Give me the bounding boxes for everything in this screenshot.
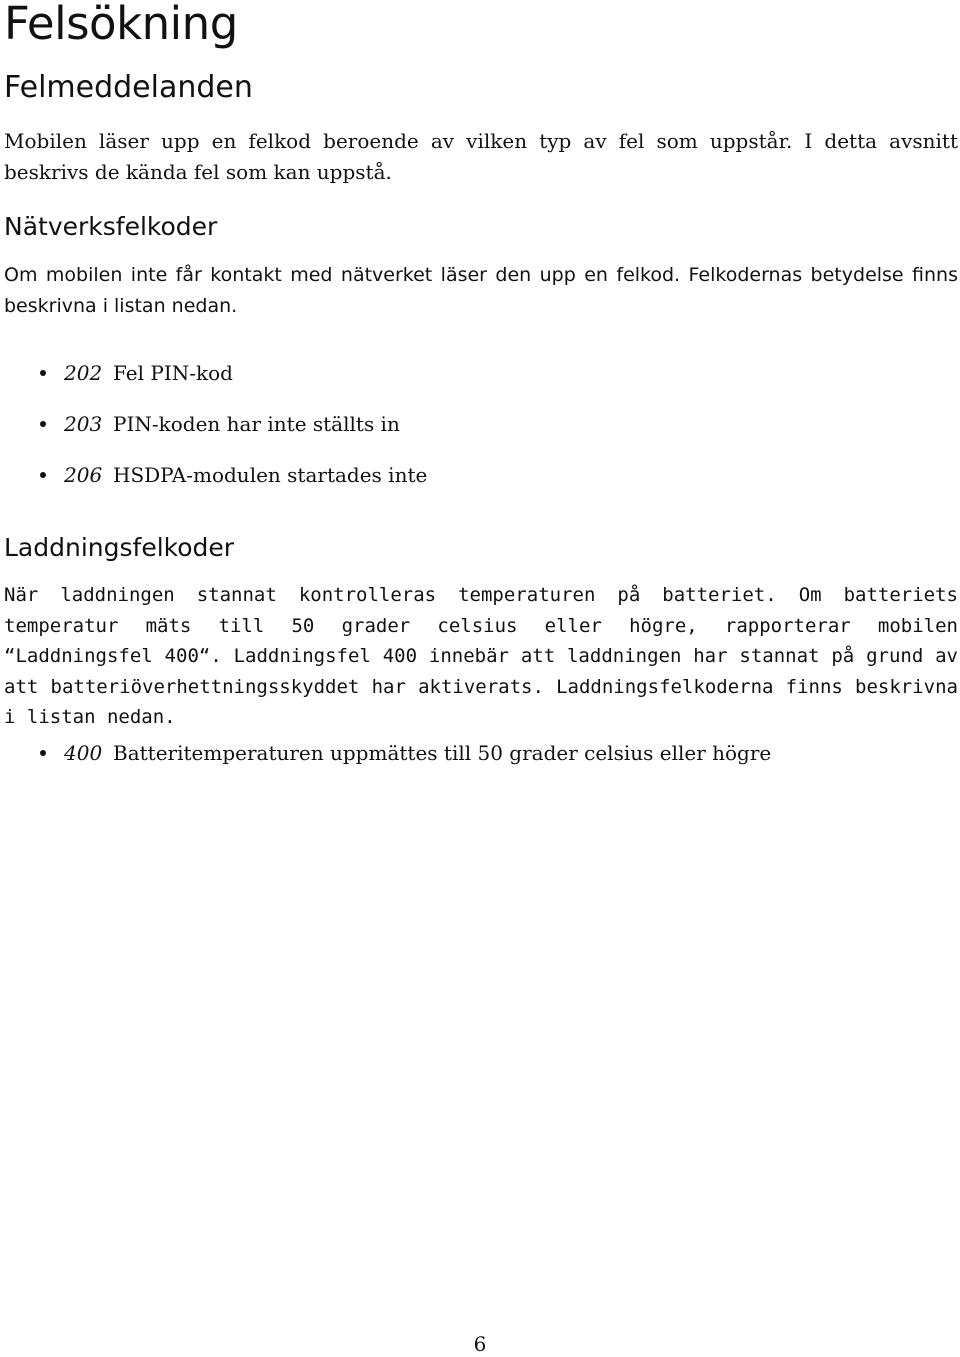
section-heading-felmeddelanden: Felmeddelanden: [4, 70, 253, 105]
charging-intro: När laddningen stannat kontrolleras temperaturen på batteriet. Om batteriets temperatur mäts till 50 grader celsius eller högre, rapporterar mobilen “Laddningsfel 400“. Laddningsfel 400 innebär att laddningen har stannat på grund av att batteriöverhettningsskyddet har aktiverats. Laddningsfelkoderna finns beskrivna i listan nedan.: [4, 584, 958, 728]
page-number: 6: [473, 1332, 487, 1356]
error-code: 206: [64, 463, 103, 487]
bullet-icon: [40, 370, 46, 376]
subsection-heading-charging: Laddningsfelkoder: [4, 533, 235, 562]
network-intro: Om mobilen inte får kontakt med nätverket läser den upp en felkod. Felkodernas betydelse finns beskrivna i listan nedan.: [4, 264, 958, 317]
error-description: Fel PIN-kod: [113, 361, 233, 385]
error-code: 202: [64, 361, 103, 385]
bullet-icon: [40, 421, 46, 427]
bullet-icon: [40, 750, 46, 756]
error-description: HSDPA-modulen startades inte: [113, 463, 428, 487]
error-description: Batteritemperaturen uppmättes till 50 grader celsius eller högre: [113, 741, 772, 765]
bullet-icon: [40, 472, 46, 478]
error-code: 203: [64, 412, 103, 436]
subsection-heading-network: Nätverksfelkoder: [4, 212, 218, 241]
page-title: Felsökning: [4, 0, 238, 50]
section-intro: Mobilen läser upp en felkod beroende av vilken typ av fel som uppstår. I detta avsnitt beskrivs de kända fel som kan uppstå.: [4, 129, 958, 184]
error-code: 400: [64, 741, 103, 765]
error-description: PIN-koden har inte ställts in: [113, 412, 400, 436]
